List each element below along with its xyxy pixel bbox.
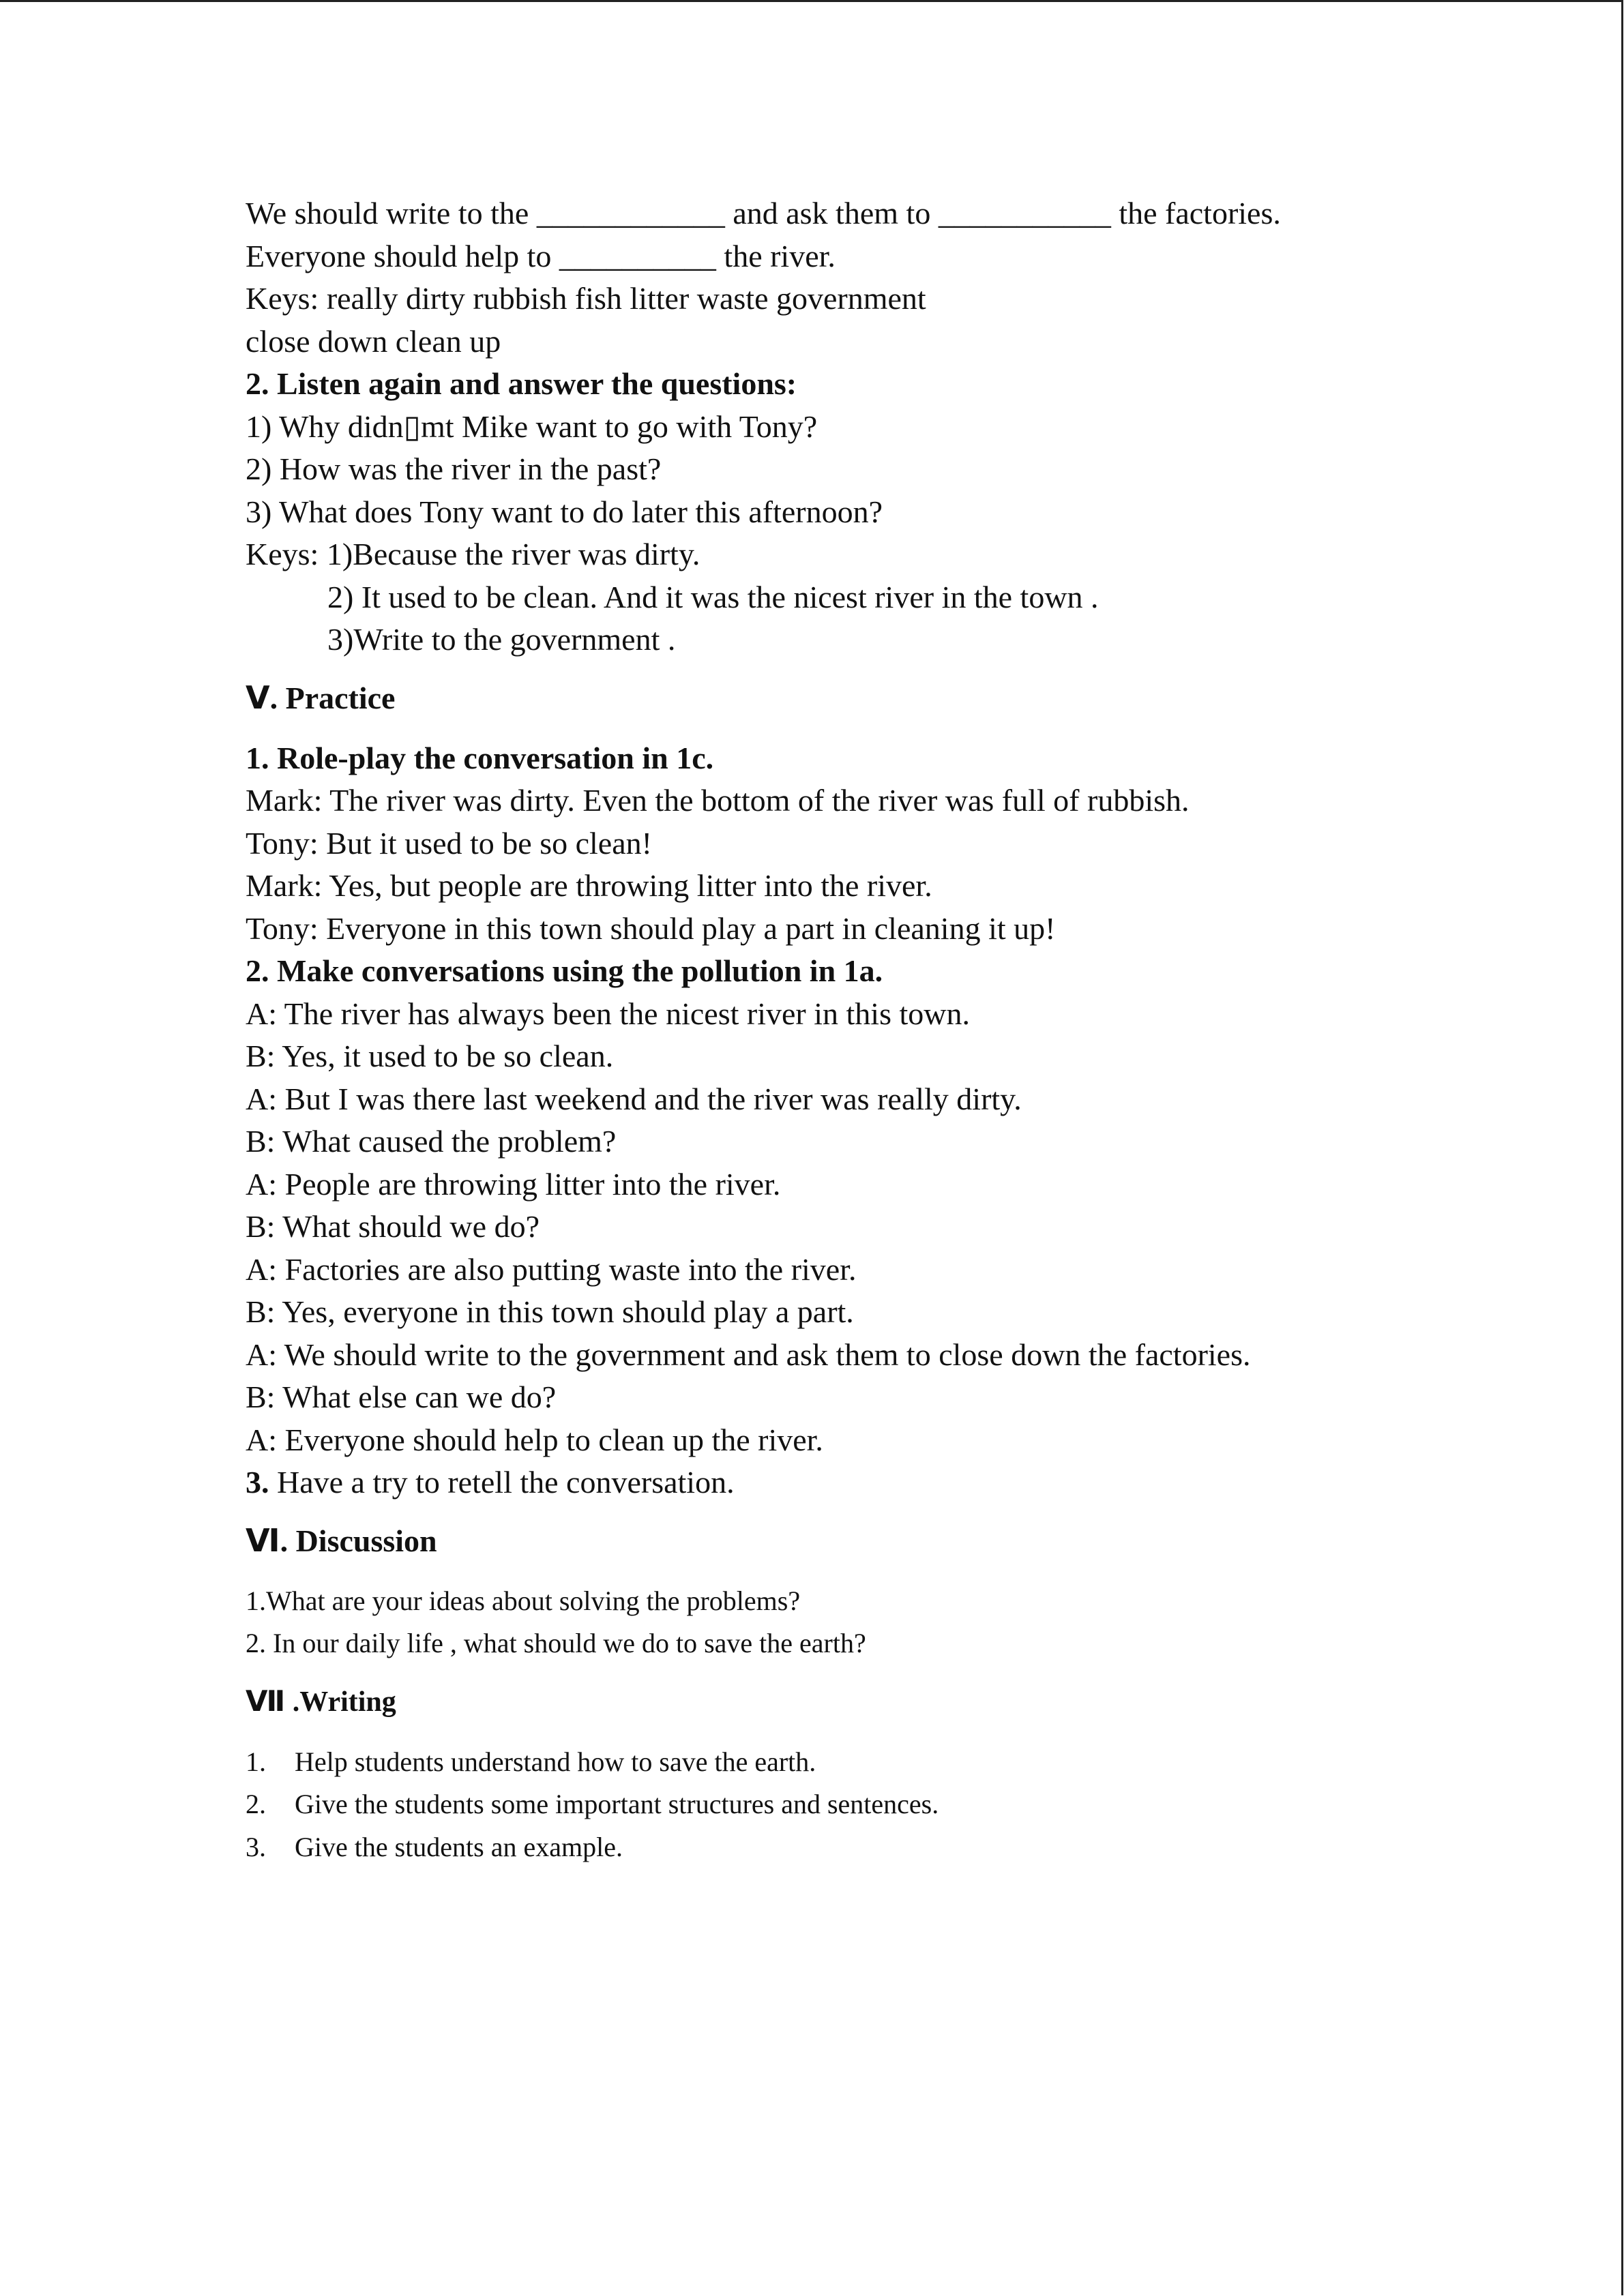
writing-heading (246, 1680, 1541, 1723)
roleplay-line: Tony: Everyone in this town should play a part in cleaning it up! (246, 910, 1056, 946)
fill-blank-keys-2: close down clean up (246, 323, 501, 359)
writing-item-number: 3. (246, 1831, 266, 1862)
roleplay-line: Mark: The river was dirty. Even the bottom of the river was full of rubbish. (246, 783, 1190, 818)
practice-task-3 (246, 1461, 1541, 1504)
discussion-question: 2. In our daily life , what should we do to save the earth? (246, 1628, 866, 1658)
roleplay-line: Mark: Yes, but people are throwing litter into the river. (246, 868, 932, 903)
practice-task-1: 1. Role-play the conversation in 1c. (246, 740, 714, 775)
document-body (246, 192, 1541, 1868)
conversation-line: A: But I was there last weekend and the river was really dirty. (246, 1081, 1022, 1116)
writing-list-item (246, 1826, 1541, 1869)
conversation-line: B: Yes, it used to be so clean. (246, 1039, 614, 1073)
discussion-question: 1.What are your ideas about solving the problems? (246, 1585, 801, 1616)
writing-item-text: Give the students an example. (295, 1831, 623, 1862)
listen-question-2: 2) How was the river in the past? (246, 451, 662, 486)
discussion-numeral: Ⅵ (246, 1521, 280, 1559)
conversation-line: A: Everyone should help to clean up the river. (246, 1422, 823, 1457)
listen-question-3: 3) What does Tony want to do later this afternoon? (246, 494, 883, 529)
practice-title: . Practice (269, 680, 396, 715)
conversation-line: B: What else can we do? (246, 1380, 557, 1414)
writing-item-text: Give the students some important structures and sentences. (295, 1789, 939, 1819)
practice-task-2: 2. Make conversations using the pollution in 1a. (246, 953, 883, 988)
writing-numeral: Ⅶ (246, 1684, 286, 1718)
practice-heading (246, 676, 1541, 719)
practice-numeral: Ⅴ (246, 679, 270, 716)
conversation-line: B: Yes, everyone in this town should play a part. (246, 1294, 854, 1329)
writing-item-text: Help students understand how to save the earth. (295, 1746, 816, 1777)
conversation-line: A: We should write to the government and ask them to close down the factories. (246, 1337, 1251, 1372)
fill-blank-keys-1: Keys: really dirty rubbish fish litter waste government (246, 281, 926, 316)
discussion-heading (246, 1519, 1541, 1562)
fill-blank-line-1: We should write to the ____________ and ask them to ___________ the factories. (246, 196, 1281, 230)
conversation-line: A: Factories are also putting waste into the river. (246, 1251, 857, 1287)
listen-key-3: 3)Write to the government . (327, 622, 676, 657)
writing-list-item (246, 1783, 1541, 1826)
listen-question-1: 1) Why didn▯mt Mike want to go with Tony? (246, 408, 818, 444)
practice-task-3-number: 3. (246, 1465, 269, 1500)
writing-item-number: 2. (246, 1789, 266, 1819)
conversation-line: B: What caused the problem? (246, 1124, 617, 1159)
discussion-title: . Discussion (280, 1523, 437, 1558)
practice-task-3-text: Have a try to retell the conversation. (269, 1465, 735, 1500)
conversation-line: A: The river has always been the nicest river in this town. (246, 996, 970, 1031)
fill-blank-line-2: Everyone should help to __________ the river. (246, 238, 836, 273)
writing-item-number: 1. (246, 1746, 266, 1777)
writing-list-item (246, 1741, 1541, 1784)
roleplay-line: Tony: But it used to be so clean! (246, 825, 652, 861)
conversation-line: B: What should we do? (246, 1209, 540, 1244)
listen-key-2: 2) It used to be clean. And it was the nicest river in the town . (327, 579, 1099, 614)
listen-task-title: 2. Listen again and answer the questions: (246, 366, 797, 401)
conversation-line: A: People are throwing litter into the river. (246, 1166, 781, 1202)
listen-key-1: Keys: 1)Because the river was dirty. (246, 537, 700, 571)
writing-title: .Writing (285, 1686, 396, 1718)
